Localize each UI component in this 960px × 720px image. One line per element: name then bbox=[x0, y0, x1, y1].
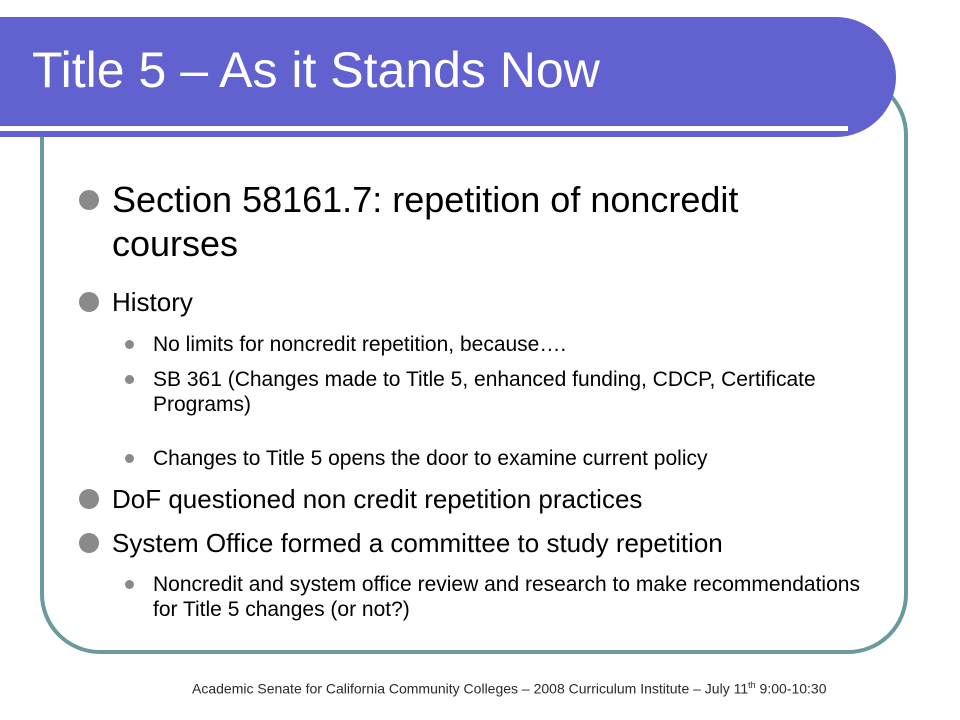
bullet-dot bbox=[125, 454, 134, 463]
bullet-text: DoF questioned non credit repetition practices bbox=[112, 484, 643, 514]
bullet-text: History bbox=[112, 287, 193, 317]
bullet-dot bbox=[125, 580, 134, 589]
bullet-dot bbox=[125, 375, 134, 384]
bullet-dot bbox=[79, 489, 99, 509]
sub-bullet-changes-title5 bbox=[153, 446, 883, 471]
slide-title: Title 5 – As it Stands Now bbox=[32, 42, 600, 98]
bullet-text: Section 58161.7: repetition of noncredit courses bbox=[112, 179, 739, 264]
bullet-text: System Office formed a committee to study repetition bbox=[112, 528, 723, 558]
bullet-dot bbox=[79, 190, 99, 210]
sub-bullet-sb361 bbox=[153, 367, 883, 417]
bullet-text: SB 361 (Changes made to Title 5, enhanced funding, CDCP, Certificate Programs) bbox=[153, 368, 816, 416]
sub-bullet-no-limits bbox=[153, 332, 883, 357]
bullet-dof bbox=[112, 483, 872, 515]
footer-time: 9:00-10:30 bbox=[755, 680, 827, 697]
sub-bullet-noncredit-review bbox=[153, 572, 883, 622]
bullet-text: Changes to Title 5 opens the door to examine current policy bbox=[153, 447, 708, 470]
bullet-history bbox=[112, 286, 872, 318]
bullet-dot bbox=[79, 533, 99, 553]
bullet-section-58161 bbox=[112, 178, 872, 266]
bullet-dot bbox=[79, 292, 99, 312]
bullet-system-office bbox=[112, 527, 872, 559]
footer-superscript: th bbox=[748, 680, 756, 690]
bullet-text: Noncredit and system office review and research to make recommendations for Title 5 changes (or not?) bbox=[153, 573, 860, 621]
footer bbox=[192, 680, 826, 697]
bullet-text: No limits for noncredit repetition, because…. bbox=[153, 333, 567, 356]
footer-text: Academic Senate for California Community Colleges – 2008 Curriculum Institute – July 11 bbox=[192, 680, 749, 697]
bullet-dot bbox=[125, 340, 134, 349]
